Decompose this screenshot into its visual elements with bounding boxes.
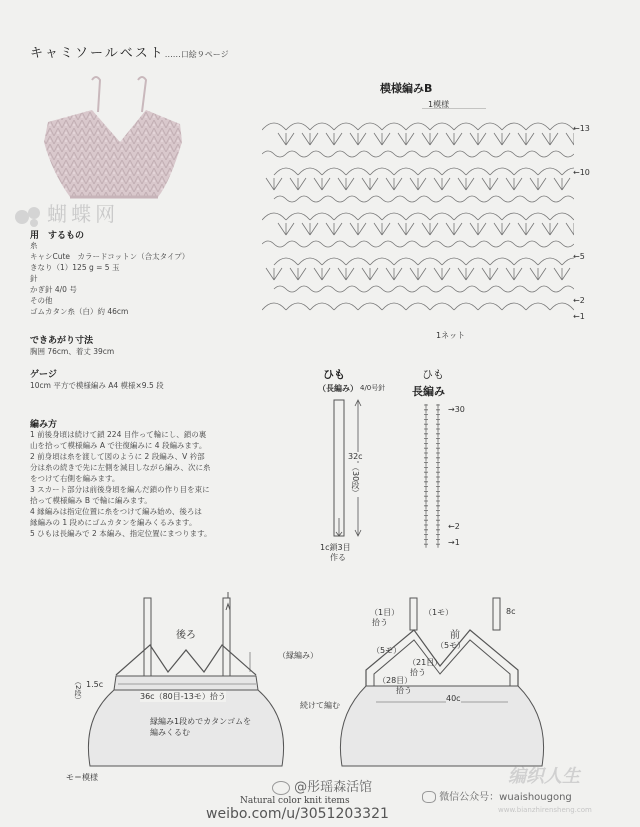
stitch-mark — [514, 286, 538, 292]
stitch-mark — [454, 151, 478, 157]
stitch-mark — [382, 151, 406, 157]
strap-stitch — [424, 510, 440, 514]
strap-stitch — [424, 495, 440, 500]
stitch-mark — [310, 213, 334, 220]
material-line: かぎ針 4/0 号 — [30, 285, 77, 294]
stitch-mark — [542, 223, 558, 235]
method-line: 3 スカート部分は前後身頃を編んだ鎖の作り目を束に — [30, 485, 210, 494]
stitch-mark — [286, 213, 310, 220]
back-title: 後ろ — [176, 630, 196, 641]
needle-size: 4/0号針 — [360, 384, 386, 392]
strap-row-2: ←2 — [448, 522, 460, 531]
strap-stitch — [424, 476, 440, 481]
stitch-mark — [374, 133, 390, 145]
stitch-mark — [406, 123, 430, 130]
stitch-mark — [338, 178, 354, 190]
stitch-mark — [530, 178, 546, 190]
back-width: 36c（80目-13モ）拾う — [140, 692, 226, 701]
stitch-mark — [338, 268, 354, 280]
legend: モ＝模様 — [66, 773, 98, 782]
stitch-mark — [298, 258, 322, 265]
camisole-photo — [30, 72, 190, 202]
stitch-mark — [382, 241, 406, 247]
stitch-mark — [370, 258, 394, 265]
stitch-mark — [502, 151, 526, 157]
stitch-mark — [314, 268, 330, 280]
front-rows-28b: 拾う — [396, 686, 412, 695]
stitch-mark — [550, 123, 574, 130]
strap-row-1: →1 — [448, 538, 460, 547]
stitch-mark — [274, 196, 298, 202]
strap-stitch — [424, 519, 440, 524]
stitch-mark — [490, 258, 514, 265]
strap-stitch — [424, 418, 440, 423]
wechat-text: 微信公众号：wuaishougong — [439, 792, 572, 803]
strap-length: 32c — [348, 452, 363, 461]
stitch-mark — [506, 268, 522, 280]
stitch-mark — [394, 196, 418, 202]
stitch-mark — [382, 213, 406, 220]
stitch-mark — [298, 168, 322, 175]
stitch-mark — [286, 241, 310, 247]
page-title — [30, 42, 229, 61]
wechat-icon — [422, 791, 436, 803]
method-line: 縁編みの 1 段めにゴムカタンを編みくるみます。 — [30, 518, 197, 527]
stitch-mark — [502, 213, 526, 220]
method-line: 分は糸の続きで先に左側を減目しながら編み、次に糸 — [30, 463, 211, 472]
stitch-mark — [542, 133, 558, 145]
stitch-mark — [518, 133, 534, 145]
front-mo-1: （1モ） — [424, 608, 454, 617]
stitch-mark — [346, 196, 370, 202]
stitch-mark — [266, 268, 282, 280]
stitch-mark — [302, 133, 318, 145]
stitch-mark — [514, 196, 538, 202]
strap-stitch — [424, 442, 440, 447]
stitch-mark — [322, 168, 346, 175]
stitch-mark — [374, 223, 390, 235]
stitch-mark — [514, 258, 538, 265]
stitch-mark — [334, 241, 358, 247]
stitch-mark — [262, 303, 286, 310]
pattern-b-chart — [262, 108, 574, 324]
stitch-mark — [278, 223, 294, 235]
strap-stitch — [424, 457, 440, 462]
stitch-mark — [410, 178, 426, 190]
front-width: 40c — [446, 694, 461, 703]
stitch-mark — [274, 258, 298, 265]
stitch-mark — [370, 286, 394, 292]
stitch-mark — [454, 303, 478, 310]
strap-stitch — [424, 543, 440, 548]
material-line: きなり（1）125 g = 5 玉 — [30, 263, 120, 272]
front-pick-1: （1目） — [370, 608, 400, 617]
stitch-mark — [370, 168, 394, 175]
strap-stitch — [424, 466, 440, 471]
stitch-mark — [394, 168, 418, 175]
stitch-mark — [406, 241, 430, 247]
stitch-mark — [442, 258, 466, 265]
size-heading: できあがり寸法 — [30, 336, 94, 346]
strap-stitch — [424, 524, 440, 529]
method-line: 1 前後身頃は続けて鎖 224 目作って輪にし、鎖の裏 — [30, 430, 207, 439]
pattern-b-stitches — [262, 123, 574, 310]
stitch-mark — [502, 303, 526, 310]
stitch-mark — [566, 133, 574, 145]
stitch-mark — [526, 123, 550, 130]
stitch-mark — [494, 133, 510, 145]
method-line: をつけて右側を編みます。 — [30, 474, 120, 483]
stitch-mark — [490, 196, 514, 202]
stitch-mark — [358, 213, 382, 220]
stitch-mark — [550, 241, 574, 247]
stitch-mark — [350, 133, 366, 145]
stitch-mark — [386, 268, 402, 280]
stitch-mark — [398, 133, 414, 145]
stitch-mark — [358, 123, 382, 130]
stitch-mark — [550, 151, 574, 157]
stitch-mark — [398, 223, 414, 235]
stitch-mark — [310, 303, 334, 310]
stitch-mark — [346, 258, 370, 265]
stitch-mark — [394, 286, 418, 292]
stitch-mark — [302, 223, 318, 235]
strap-right-subtitle: 長編み — [412, 385, 445, 398]
stitch-mark — [526, 241, 550, 247]
stitch-mark — [370, 196, 394, 202]
stitch-mark — [566, 223, 574, 235]
stitch-mark — [466, 196, 490, 202]
stitch-mark — [358, 241, 382, 247]
stitch-mark — [406, 303, 430, 310]
front-rows-21a: （21目） — [408, 658, 443, 667]
strap-left-diagram — [328, 398, 368, 542]
stitch-mark — [286, 303, 310, 310]
weibo-icon — [272, 781, 290, 795]
row-label-1: ←1 — [573, 312, 585, 321]
row-label-2: ←2 — [573, 296, 585, 305]
stitch-mark — [418, 168, 442, 175]
stitch-mark — [418, 258, 442, 265]
stitch-mark — [418, 196, 442, 202]
strap-stitch — [424, 433, 440, 438]
stitch-mark — [326, 223, 342, 235]
front-mo-5l: （5モ） — [372, 646, 402, 655]
stitch-mark — [470, 223, 486, 235]
strap-row-30: →30 — [448, 405, 465, 414]
stitch-mark — [478, 241, 502, 247]
front-mo-5r: （5モ） — [436, 641, 466, 650]
strap-stitch — [424, 500, 440, 505]
stitch-mark — [334, 123, 358, 130]
stitch-mark — [478, 213, 502, 220]
strap-stitch — [424, 505, 440, 510]
method-line: 拾って模様編み B で輪に編みます。 — [30, 496, 152, 505]
footer-english: Natural color knit items — [240, 796, 350, 806]
stitch-mark — [430, 241, 454, 247]
strap-right-chart — [420, 400, 446, 550]
method-line: 4 縁編みは指定位置に糸をつけて編み始め、後ろは — [30, 507, 202, 516]
stitch-mark — [562, 196, 574, 202]
strap-left-subtitle: （長編み） — [318, 384, 358, 393]
gauge-heading: ゲージ — [30, 370, 57, 380]
stitch-mark — [382, 123, 406, 130]
stitch-mark — [478, 123, 502, 130]
strap-stitch — [424, 447, 440, 452]
strap-right-title: ひも — [422, 368, 444, 381]
front-title: 前 — [450, 630, 460, 641]
row-label-10: ←10 — [573, 168, 590, 177]
back-left-rows: （2段） — [74, 678, 82, 704]
stitch-mark — [350, 223, 366, 235]
stitch-mark — [434, 268, 450, 280]
stitch-mark — [298, 286, 322, 292]
stitch-mark — [442, 168, 466, 175]
strap-stitch — [424, 414, 440, 419]
stitch-mark — [274, 168, 298, 175]
strap-stitch — [424, 462, 440, 467]
stitch-mark — [334, 151, 358, 157]
stitch-mark — [458, 268, 474, 280]
strap-stitch — [424, 428, 440, 433]
stitch-mark — [290, 268, 306, 280]
stitch-mark — [358, 303, 382, 310]
pattern-b-title: 模様編みB — [380, 82, 433, 95]
stitch-mark — [418, 286, 442, 292]
butterfly-icon — [14, 206, 42, 228]
stitch-mark — [322, 286, 346, 292]
stitch-mark — [322, 258, 346, 265]
stitch-mark — [334, 213, 358, 220]
materials-heading: 用 するもの — [30, 231, 85, 241]
edge-label: （縁編み） — [278, 651, 318, 660]
stitch-mark — [386, 178, 402, 190]
stitch-mark — [310, 241, 334, 247]
stitch-mark — [410, 268, 426, 280]
stitch-mark — [526, 303, 550, 310]
stitch-mark — [562, 286, 574, 292]
stitch-mark — [362, 178, 378, 190]
stitch-mark — [538, 286, 562, 292]
stitch-mark — [358, 151, 382, 157]
stitch-mark — [422, 223, 438, 235]
stitch-mark — [442, 286, 466, 292]
stitch-mark — [466, 258, 490, 265]
title-text: キャミソールベスト — [30, 46, 165, 61]
stitch-mark — [430, 213, 454, 220]
stitch-mark — [550, 303, 574, 310]
stitch-mark — [554, 178, 570, 190]
weibo-url: weibo.com/u/3051203321 — [206, 806, 389, 822]
front-rows-21b: 拾う — [410, 668, 426, 677]
watermark-text: 蝴蝶网 — [47, 202, 120, 226]
stitch-mark — [446, 133, 462, 145]
stitch-mark — [550, 213, 574, 220]
stitch-mark — [406, 151, 430, 157]
stitch-mark — [502, 123, 526, 130]
strap-start-2: 作る — [330, 553, 346, 562]
page-reference: ……口絵９ページ — [164, 50, 229, 59]
strap-stitch — [424, 514, 440, 519]
stitch-mark — [454, 241, 478, 247]
material-line: その他 — [30, 296, 53, 305]
stitch-mark — [322, 196, 346, 202]
material-line: 糸 — [30, 241, 38, 250]
strap-stitch — [424, 452, 440, 457]
stitch-mark — [310, 151, 334, 157]
stitch-mark — [422, 133, 438, 145]
stitch-mark — [262, 213, 286, 220]
stitch-mark — [466, 168, 490, 175]
row-label-5: ←5 — [573, 252, 585, 261]
stitch-mark — [478, 303, 502, 310]
stitch-mark — [466, 286, 490, 292]
weibo-user-text: @彤瑶森活馆 — [294, 780, 373, 795]
stitch-mark — [346, 168, 370, 175]
stitch-mark — [278, 133, 294, 145]
stitch-mark — [454, 213, 478, 220]
site-watermark — [14, 198, 119, 228]
stitch-mark — [434, 178, 450, 190]
stitch-mark — [326, 133, 342, 145]
strap-stitch — [424, 529, 440, 534]
stitch-mark — [514, 168, 538, 175]
strap-rows: （30段） — [351, 463, 360, 498]
wechat-account — [422, 788, 572, 803]
stitch-mark — [526, 213, 550, 220]
stitch-mark — [470, 133, 486, 145]
stitch-mark — [346, 286, 370, 292]
back-note-1: 縁編み1段めでカタンゴムを — [150, 717, 252, 726]
strap-stitch — [424, 490, 440, 495]
strap-stitch — [424, 404, 440, 409]
stitch-mark — [518, 223, 534, 235]
strap-stitch — [424, 538, 440, 543]
stitch-mark — [490, 286, 514, 292]
material-line: ゴムカタン糸（白）約 46cm — [30, 307, 129, 316]
front-continue: 続けて編む — [300, 701, 340, 710]
weibo-user — [272, 776, 372, 795]
stitch-mark — [290, 178, 306, 190]
stitch-mark — [502, 241, 526, 247]
stitch-mark — [458, 178, 474, 190]
stitch-mark — [430, 123, 454, 130]
stitch-mark — [446, 223, 462, 235]
stitch-mark — [454, 123, 478, 130]
stitch-mark — [382, 303, 406, 310]
strap-stitch — [424, 486, 440, 491]
stitch-mark — [430, 303, 454, 310]
stitch-mark — [430, 151, 454, 157]
stitch-mark — [262, 241, 286, 247]
method-line: 5 ひもは長編みで 2 本編み、指定位置にまつります。 — [30, 529, 212, 538]
stitch-mark — [286, 151, 310, 157]
stitch-mark — [538, 196, 562, 202]
stitch-mark — [506, 178, 522, 190]
stitch-mark — [262, 151, 286, 157]
strap-start-1: 1c鎖3目 — [320, 543, 351, 552]
strap-stitch — [424, 409, 440, 414]
stitch-mark — [530, 268, 546, 280]
stitch-mark — [266, 178, 282, 190]
material-line: キャシCute カラードコットン（合太タイプ） — [30, 252, 190, 261]
logo-url: www.bianzhirensheng.com — [498, 806, 592, 814]
stitch-mark — [334, 303, 358, 310]
stitch-mark — [482, 268, 498, 280]
front-strap-len: 8c — [506, 607, 516, 616]
row-label-13: ←13 — [573, 124, 590, 133]
front-pick-1b: 拾う — [372, 618, 388, 627]
back-note-2: 編みくるむ — [150, 728, 190, 737]
stitch-mark — [310, 123, 334, 130]
strap-left-title: ひも — [323, 368, 345, 381]
stitch-mark — [538, 258, 562, 265]
strap-stitch — [424, 438, 440, 443]
gauge-text: 10cm 平方で模様編み A4 模様×9.5 段 — [30, 381, 164, 390]
stitch-mark — [394, 258, 418, 265]
method-heading: 編み方 — [30, 420, 58, 430]
pattern-repeat-label: 1模様 — [428, 100, 450, 109]
stitch-mark — [262, 123, 286, 130]
front-rows-28a: （28目） — [378, 676, 413, 685]
method-list — [30, 429, 212, 539]
stitch-mark — [274, 286, 298, 292]
size-text: 胸囲 76cm、着丈 39cm — [30, 347, 115, 356]
back-left-height: 1.5c — [86, 680, 104, 689]
stitch-mark — [286, 123, 310, 130]
stitch-mark — [406, 213, 430, 220]
strap-stitch — [424, 471, 440, 476]
stitch-mark — [526, 151, 550, 157]
method-line: 山を拾って模様編み A で往復編みに 4 段編みます。 — [30, 441, 207, 450]
materials-list — [30, 240, 189, 317]
strap-stitch — [424, 534, 440, 539]
logo-text: 编织人生 — [508, 766, 580, 787]
material-line: 針 — [30, 274, 38, 283]
stitch-mark — [482, 178, 498, 190]
stitch-mark — [442, 196, 466, 202]
stitch-mark — [538, 168, 562, 175]
method-line: 2 前身頃は糸を渡して図のように 2 段編み、V 衿部 — [30, 452, 205, 461]
stitch-mark — [478, 151, 502, 157]
stitch-mark — [362, 268, 378, 280]
stitch-mark — [298, 196, 322, 202]
stitch-mark — [314, 178, 330, 190]
strap-stitch — [424, 481, 440, 486]
stitch-mark — [554, 268, 570, 280]
stitch-mark — [490, 168, 514, 175]
net-label: 1ネット — [436, 331, 466, 340]
strap-stitch — [424, 423, 440, 428]
stitch-mark — [494, 223, 510, 235]
